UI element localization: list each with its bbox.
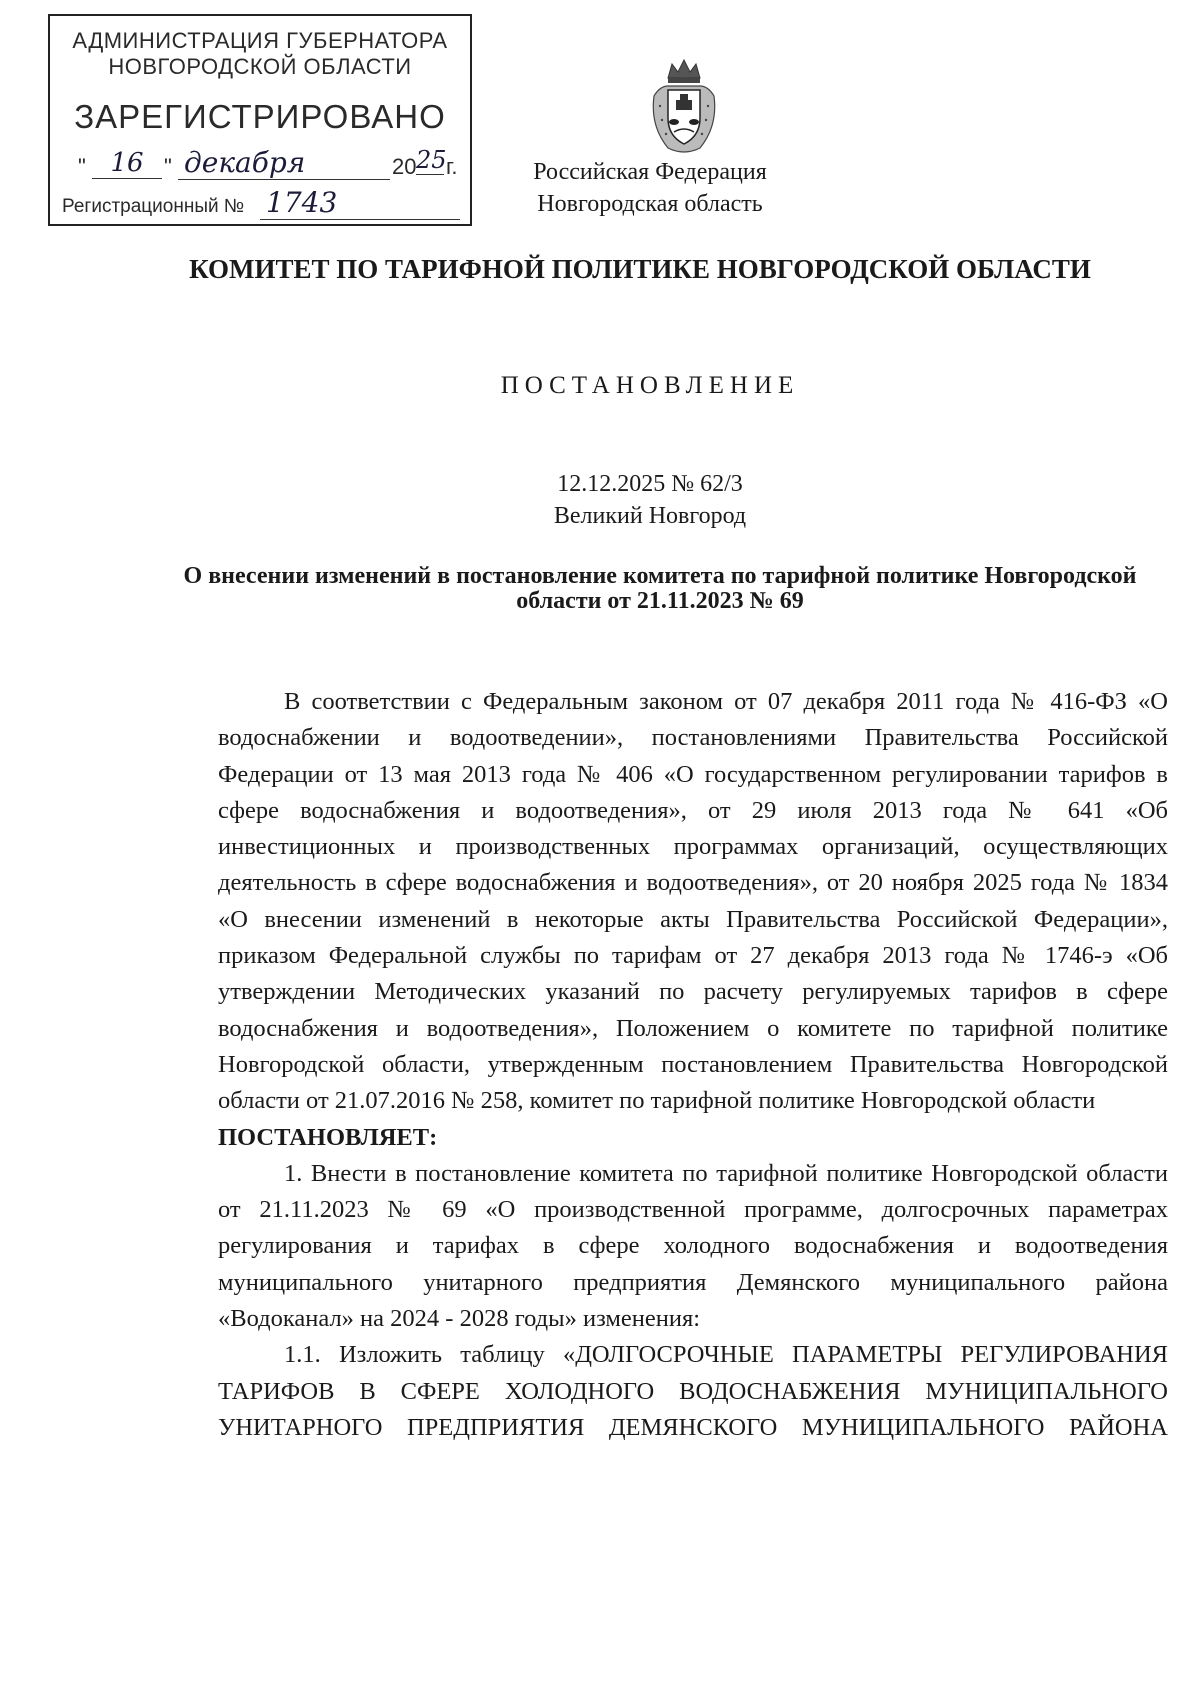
committee-title: КОМИТЕТ ПО ТАРИФНОЙ ПОЛИТИКЕ НОВГОРОДСКОЙ ОБЛАСТИ [189,254,1091,284]
document-city: Великий Новгород [553,503,747,529]
stamp-registration [62,186,462,222]
coat-of-arms-icon [644,56,724,156]
stamp-month: декабря [178,146,390,180]
region-name: Новгородская область [537,191,763,217]
item-1-paragraph: 1. Внести в постановление комитета по тарифной политике Новгородской области от 21.11.2023 № 69 «О производственной программе, долгосрочных параметрах регулирования и тарифах в сфере холодного водоснабжения и водоотведения муниципального унитарного предприятия Демянского муниципального района «Водоканал» на 2024 - 2028 годы» изменения: [218,1159,1168,1333]
stamp-quote-open: " [78,154,86,179]
country-name: Российская Федерация [533,159,767,185]
document-body [218,684,1168,1446]
stamp-authority-line1: АДМИНИСТРАЦИЯ ГУБЕРНАТОРА [72,28,448,53]
stamp-reg-number: 1743 [260,186,460,220]
decree-word: ПОСТАНОВЛЯЕТ: [218,1123,438,1151]
stamp-status: ЗАРЕГИСТРИРОВАНО [74,98,446,135]
preamble-paragraph: В соответствии с Федеральным законом от 07 декабря 2011 года № 416-ФЗ «О водоснабжении и водоотведении», постановлениями Правительства Российской Федерации от 13 мая 2013 года № 406 «О государственном регулировании тарифов в сфере водоснабжения и водоотведения», от 29 июля 2013 года № 641 «Об инвестиционных и производственных программах организаций, осуществляющих деятельность в сфере водоснабжения и водоотведения», от 20 ноября 2025 года № 1834 «О внесении изменений в некоторые акты Правительства Российской Федерации», приказом Федеральной службы по тарифам от 27 декабря 2013 года № 1746-э «Об утверждении Методических указаний по расчету регулируемых тарифов в сфере водоснабжения и водоотведения», Положением о комитете по тарифной политике Новгородской области, утвержденным постановлением Правительства Новгородской области от 21.07.2016 № 258, комитет по тарифной политике Новгородской области [218,688,1168,1115]
registration-stamp [48,14,472,226]
stamp-quote-close: " [164,154,172,179]
stamp-authority-line2: НОВГОРОДСКОЙ ОБЛАСТИ [108,54,412,79]
item-1-1-paragraph: 1.1. Изложить таблицу «ДОЛГОСРОЧНЫЕ ПАРАМЕТРЫ РЕГУЛИРОВАНИЯ ТАРИФОВ В СФЕРЕ ХОЛОДНОГО ВОДОСНАБЖЕНИЯ МУНИЦИПАЛЬНОГО УНИТАРНОГО ПРЕДПРИЯТИЯ ДЕМЯНСКОГО МУНИЦИПАЛЬНОГО РАЙОНА [218,1341,1168,1441]
stamp-year-prefix: 20 [392,154,417,179]
stamp-day: 16 [92,148,162,179]
stamp-reg-label: Регистрационный № [62,196,245,217]
document-subject: О внесении изменений в постановление комитета по тарифной политике Новгородской области от 21.11.2023 № 69 [183,563,1137,614]
stamp-date [78,146,458,184]
stamp-year-unit: г. [446,154,458,179]
document-type: ПОСТАНОВЛЕНИЕ [500,372,800,399]
stamp-year-suffix: 25 [416,146,447,174]
document-date-number: 12.12.2025 № 62/3 [557,471,743,497]
